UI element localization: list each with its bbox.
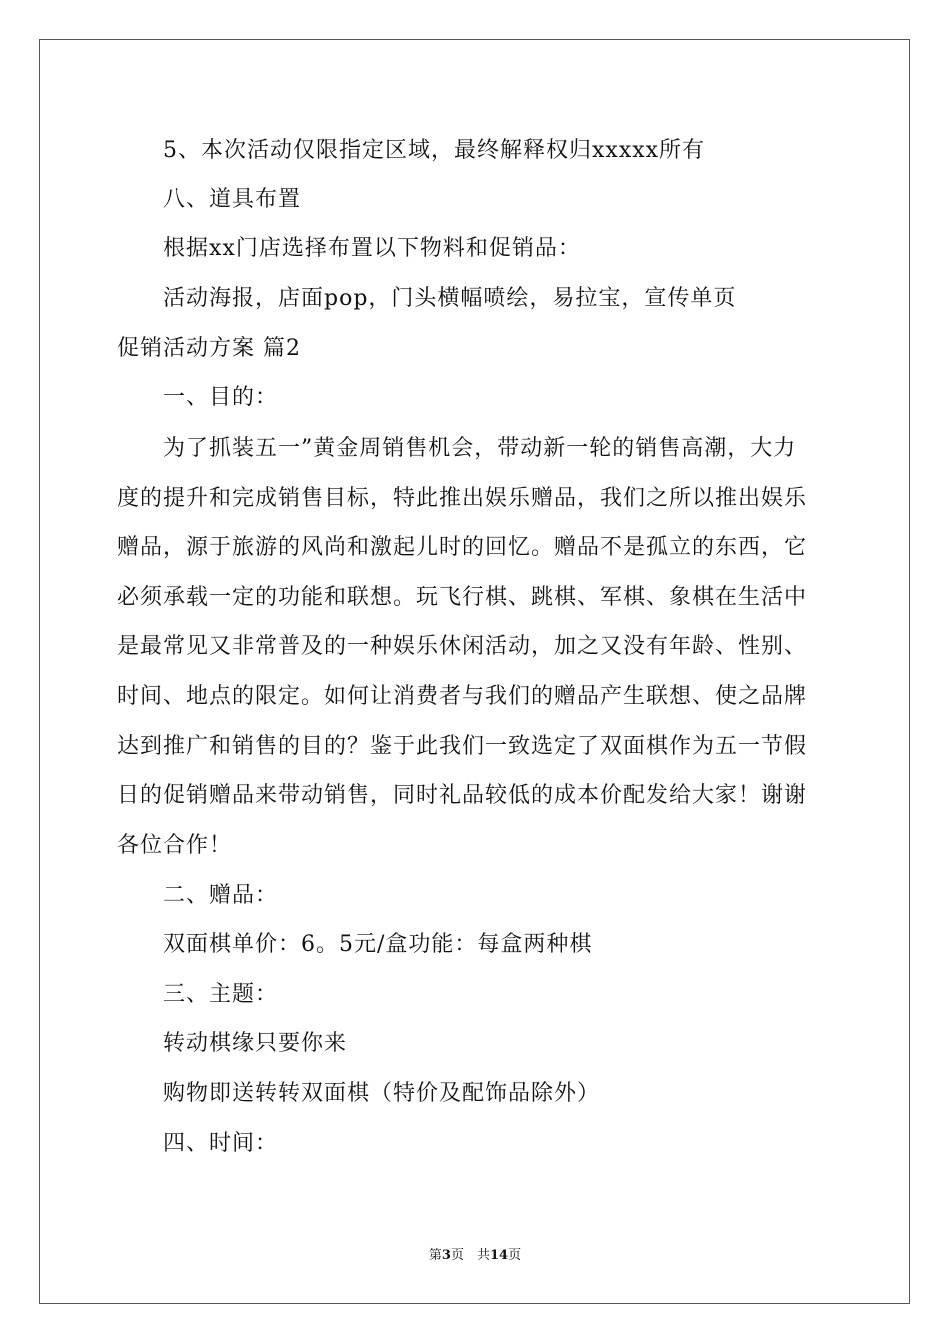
paragraph-line-8: 日的促销赠品来带动销售，同时礼品较低的成本价配发给大家！谢谢 [117, 783, 808, 808]
section-heading-2: 二、赠品： [163, 883, 279, 908]
text-line-1: 5、本次活动仅限指定区域，最终解释权归xxxxx所有 [163, 138, 706, 163]
text-line-3: 根据xx门店选择布置以下物料和促销品： [163, 236, 581, 261]
gift-price-line: 双面棋单价：6。5元/盒功能：每盒两种棋 [163, 932, 593, 957]
footer-current-page: 3 [441, 1248, 451, 1263]
paragraph-line-4: 必须承载一定的功能和联想。玩飞行棋、跳棋、军棋、象棋在生活中 [117, 585, 808, 610]
footer-total-pages: 14 [489, 1248, 509, 1263]
footer-suffix: 页 [508, 1248, 522, 1263]
paragraph-line-1: 为了抓装五一”黄金周销售机会，带动新一轮的销售高潮，大力 [163, 436, 797, 461]
document-section-title: 促销活动方案 篇2 [117, 336, 301, 361]
theme-line-1: 转动棋缘只要你来 [163, 1031, 348, 1056]
footer-mid: 页 共 [450, 1248, 490, 1263]
page-frame [39, 39, 910, 1304]
section-heading-8: 八、道具布置 [163, 187, 302, 212]
page-footer [0, 1246, 950, 1266]
footer-prefix: 第 [428, 1248, 442, 1263]
paragraph-line-5: 是最常见又非常普及的一种娱乐休闲活动，加之又没有年龄、性别、 [117, 634, 808, 659]
paragraph-line-7: 达到推广和销售的目的？鉴于此我们一致选定了双面棋作为五一节假 [117, 734, 808, 759]
paragraph-line-9: 各位合作！ [117, 833, 233, 858]
section-heading-1: 一、目的： [163, 385, 279, 410]
theme-line-2: 购物即送转转双面棋（特价及配饰品除外） [163, 1081, 601, 1106]
paragraph-line-2: 度的提升和完成销售目标，特此推出娱乐赠品，我们之所以推出娱乐 [117, 486, 808, 511]
paragraph-line-3: 赠品，源于旅游的风尚和激起儿时的回忆。赠品不是孤立的东西，它 [117, 535, 808, 560]
text-line-4: 活动海报，店面pop，门头横幅喷绘，易拉宝，宣传单页 [163, 286, 737, 311]
section-heading-3: 三、主题： [163, 982, 279, 1007]
paragraph-line-6: 时间、地点的限定。如何让消费者与我们的赠品产生联想、使之品牌 [117, 684, 808, 709]
section-heading-4: 四、时间： [163, 1131, 279, 1156]
